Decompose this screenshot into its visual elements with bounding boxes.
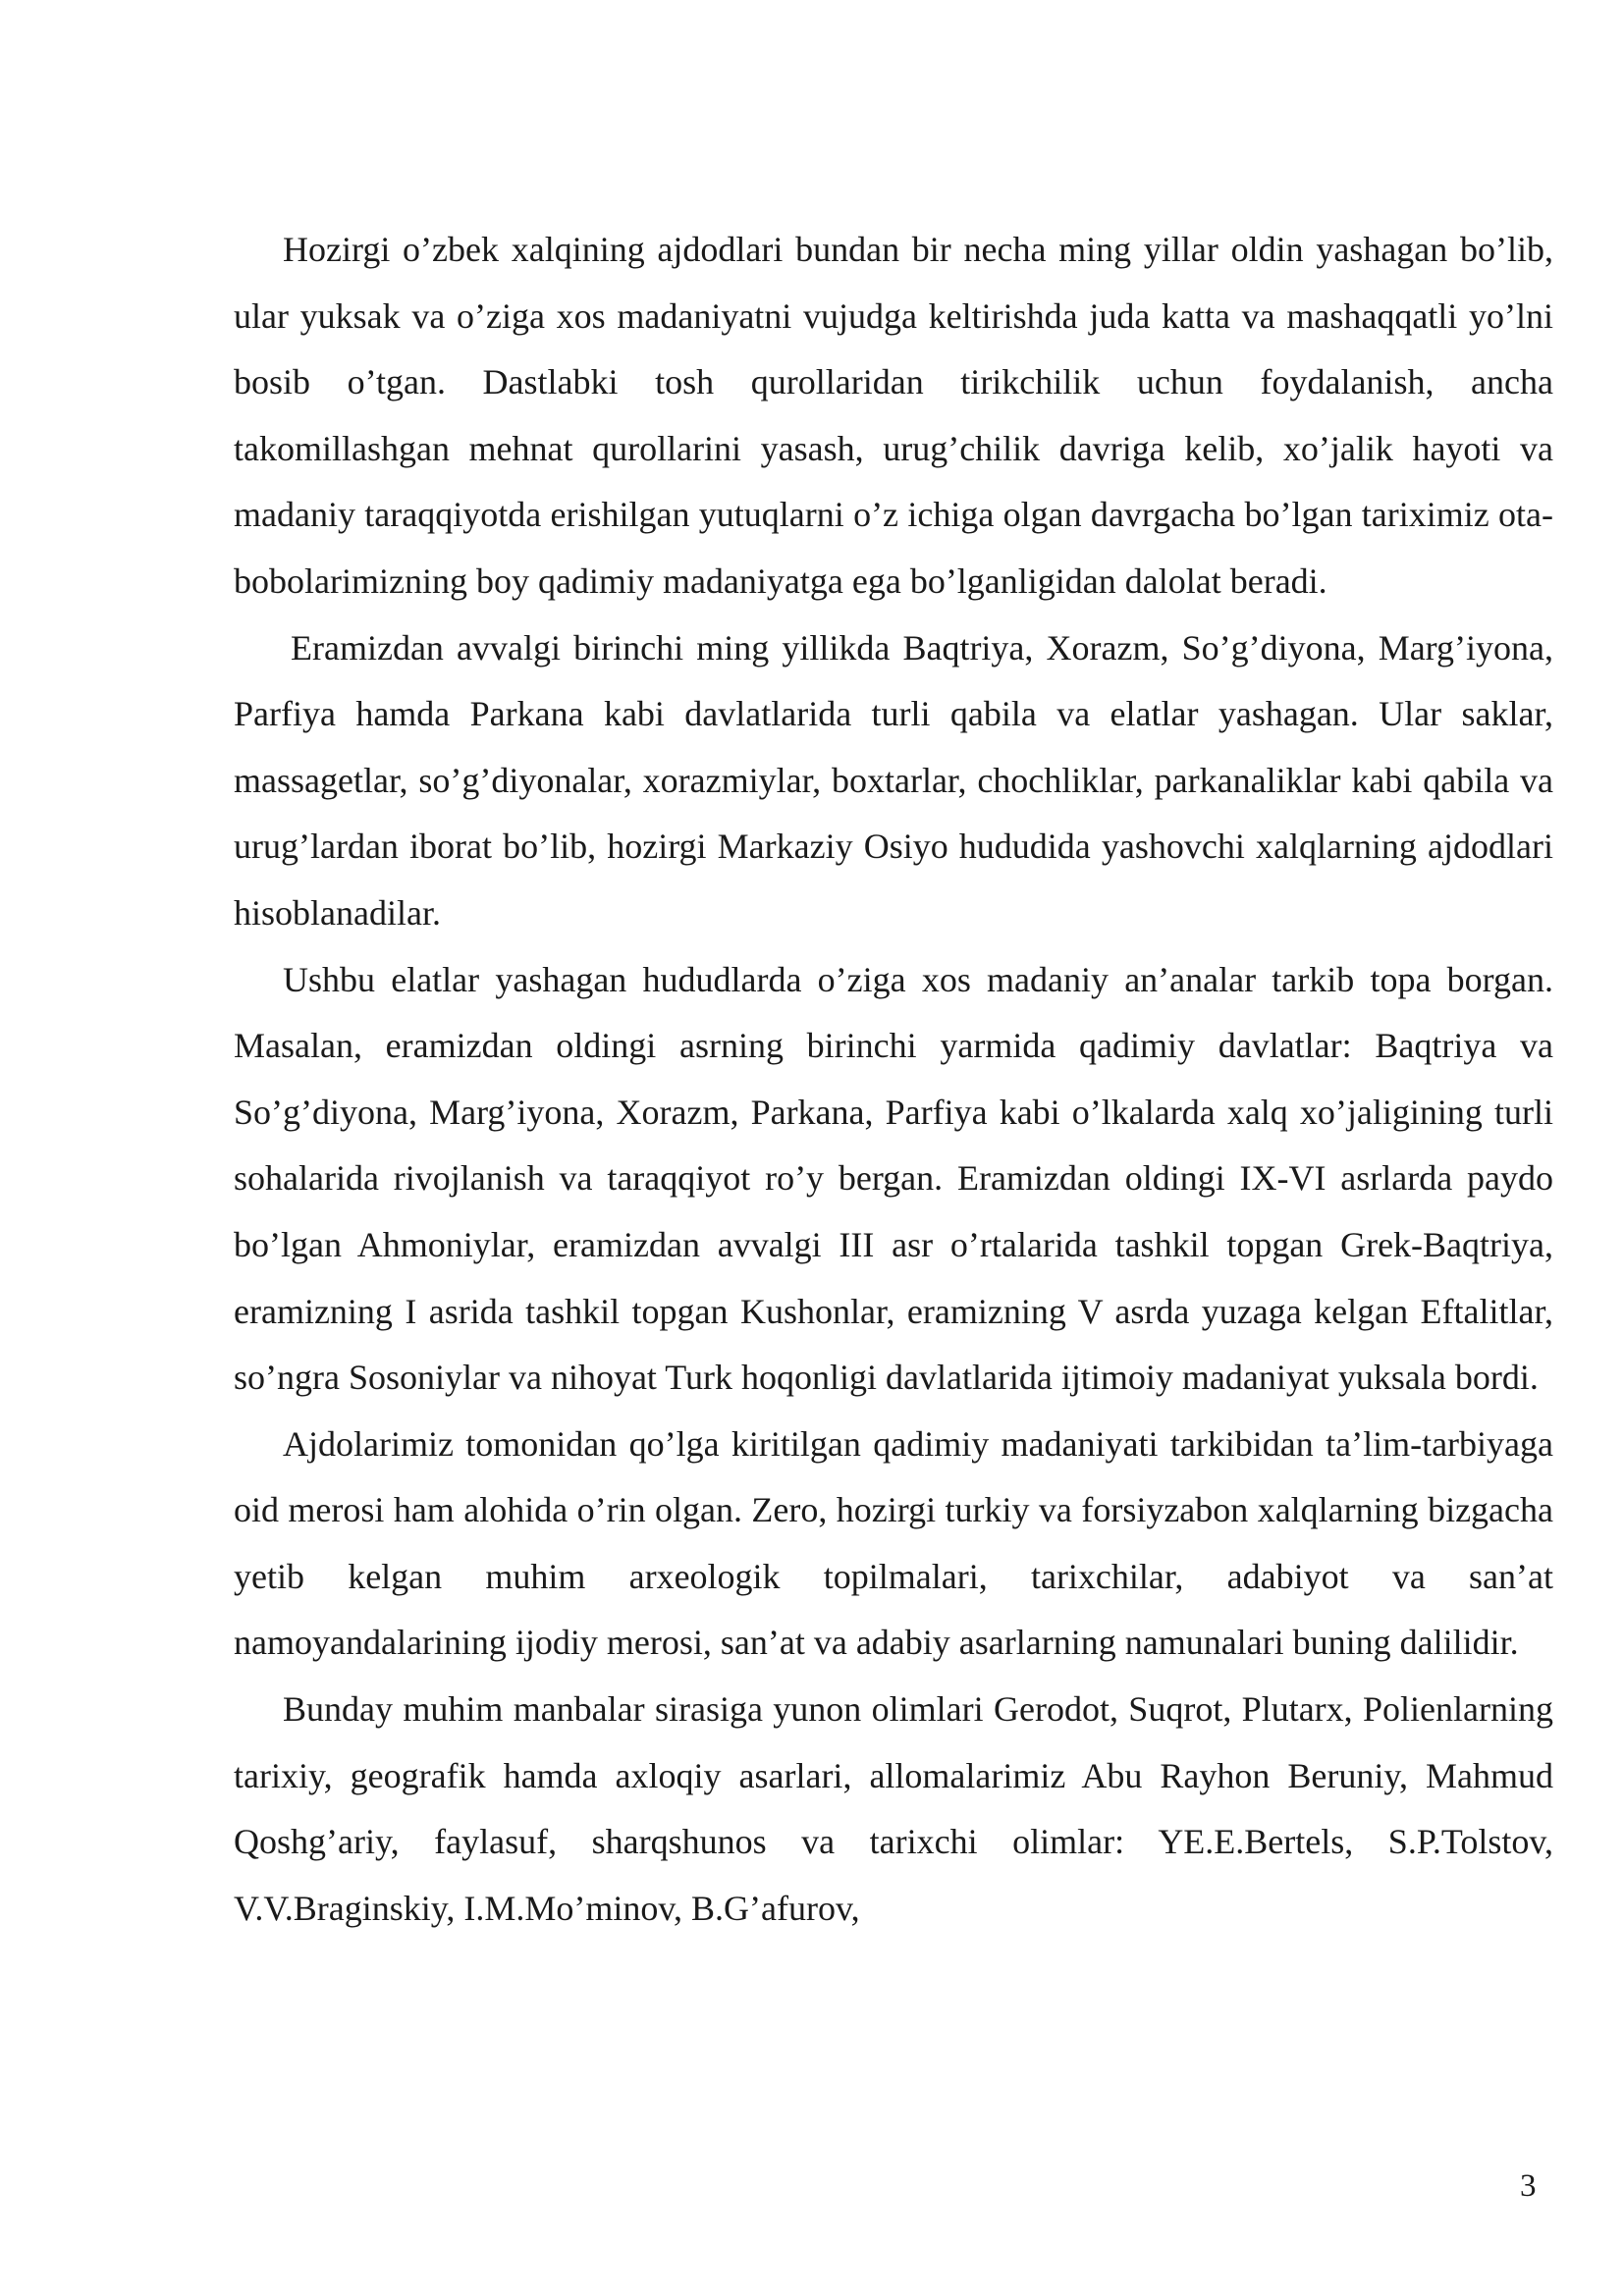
page-number: 3 xyxy=(1520,2168,1537,2204)
paragraph-4: Ajdolarimiz tomonidan qo’lga kiritilgan qadimiy madaniyati tarkibidan ta’lim-tarbiyaga oid merosi ham alohida o’rin olgan. Zero, hozirgi turkiy va forsiyzabon xalqlarning bizgacha yetib kelgan muhim arxeologik topilmalari, tarixchilar, adabiyot va san’at namoyandalarining ijodiy merosi, san’at va adabiy asarlarning namunalari buning dalilidir. xyxy=(234,1423,1553,1663)
paragraph-5: Bunday muhim manbalar sirasiga yunon olimlari Gerodot, Suqrot, Plutarx, Polienlarning tarixiy, geografik hamda axloqiy asarlari, allomalarimiz Abu Rayhon Beruniy, Mahmud Qoshg’ariy, faylasuf, sharqshunos va tarixchi olimlar: YE.E.Bertels, S.P.Tolstov, V.V.Braginskiy, I.M.Mo’minov, B.G’afurov, xyxy=(234,1689,1553,1928)
paragraph-3: Ushbu elatlar yashagan hududlarda o’ziga xos madaniy an’analar tarkib topa borgan. Masalan, eramizdan oldingi asrning birinchi yarmida qadimiy davlatlar: Baqtriya va So’g’diyona, Marg’iyona, Xorazm, Parkana, Parfiya kabi o’lkalarda xalq xo’jaligining turli sohalarida rivojlanish va taraqqiyot ro’y bergan. Eramizdan oldingi IX-VI asrlarda paydo bo’lgan Ahmoniylar, eramizdan avvalgi III asr o’rtalarida tashkil topgan Grek-Baqtriya, eramizning I asrida tashkil topgan Kushonlar, eramizning V asrda yuzaga kelgan Eftalitlar, so’ngra Sosoniylar va nihoyat Turk hoqonligi davlatlarida ijtimoiy madaniyat yuksala bordi. xyxy=(234,959,1553,1398)
paragraph-1: Hozirgi o’zbek xalqining ajdodlari bundan bir necha ming yillar oldin yashagan bo’lib, ular yuksak va o’ziga xos madaniyatni vujudga keltirishda juda katta va mashaqqatli yo’lni bosib o’tgan. Dastlabki tosh qurollaridan tirikchilik uchun foydalanish, ancha takomillashgan mehnat qurollarini yasash, urug’chilik davriga kelib, xo’jalik hayoti va madaniy taraqqiyotda erishilgan yutuqlarni o’z ichiga olgan davrgacha bo’lgan tariximiz ota-bobolarimizning boy qadimiy madaniyatga ega bo’lganligidan dalolat beradi. xyxy=(234,230,1553,601)
document-body xyxy=(234,217,1553,1942)
paragraph-2: Eramizdan avvalgi birinchi ming yillikda Baqtriya, Xorazm, So’g’diyona, Marg’iyona, Parfiya hamda Parkana kabi davlatlarida turli qabila va elatlar yashagan. Ular saklar, massagetlar, so’g’diyonalar, xorazmiylar, boxtarlar, chochliklar, parkanaliklar kabi qabila va urug’lardan iborat bo’lib, hozirgi Markaziy Osiyo hududida yashovchi xalqlarning ajdodlari hisoblanadilar. xyxy=(234,627,1553,933)
